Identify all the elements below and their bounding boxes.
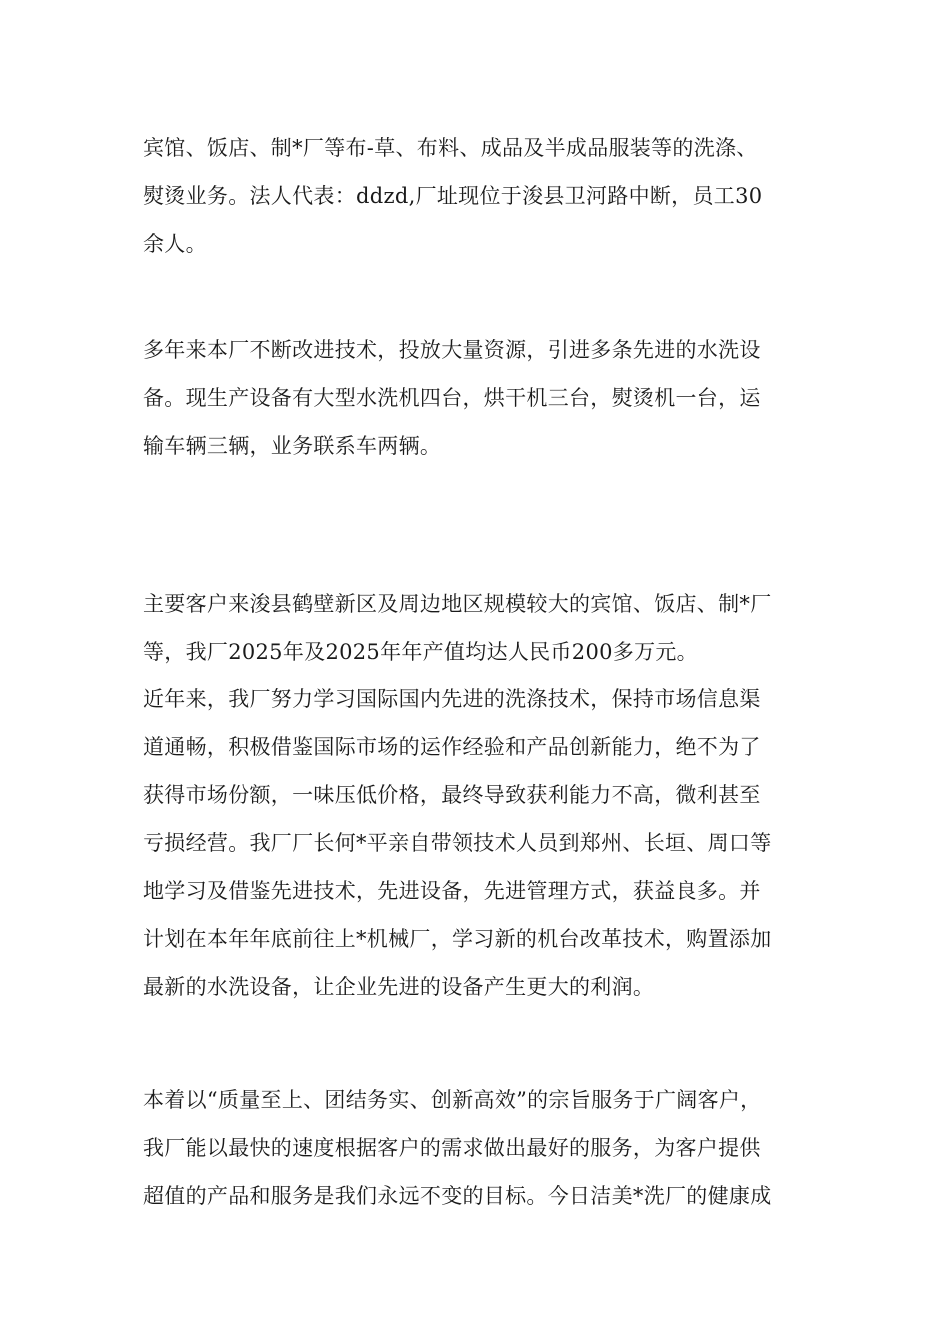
text-line: 宾馆、饭店、制*厂等布-草、布料、成品及半成品服装等的洗涤、: [143, 136, 758, 160]
text-line: 近年来，我厂努力学习国际国内先进的洗涤技术，保持市场信息渠: [143, 687, 761, 711]
paragraph-equipment: [143, 326, 823, 470]
text-line: 余人。: [143, 232, 207, 256]
text-line: 我厂能以最快的速度根据客户的需求做出最好的服务，为客户提供: [143, 1136, 761, 1160]
text-line: 多年来本厂不断改进技术，投放大量资源，引进多条先进的水洗设: [143, 338, 761, 362]
text-line: 超值的产品和服务是我们永远不变的目标。今日洁美*洗厂的健康成: [143, 1184, 772, 1208]
text-line: 等，我厂2025年及2025年年产值均达人民币200多万元。: [143, 640, 698, 664]
text-line: 主要客户来浚县鹤壁新区及周边地区规模较大的宾馆、饭店、制*厂: [143, 592, 772, 616]
text-line: 输车辆三辆，业务联系车两辆。: [143, 434, 442, 458]
text-line: 最新的水洗设备，让企业先进的设备产生更大的利润。: [143, 975, 655, 999]
text-line: 道通畅，积极借鉴国际市场的运作经验和产品创新能力，绝不为了: [143, 735, 761, 759]
paragraph-development: [143, 675, 823, 1011]
text-line: 计划在本年年底前往上*机械厂，学习新的机台改革技术，购置添加: [143, 927, 772, 951]
text-line: 本着以“质量至上、团结务实、创新高效”的宗旨服务于广阔客户，: [143, 1088, 762, 1112]
paragraph-business-scope: [143, 124, 823, 268]
text-line: 获得市场份额，一味压低价格，最终导致获利能力不高，微利甚至: [143, 783, 761, 807]
paragraph-customers: [143, 580, 823, 676]
text-line: 亏损经营。我厂厂长何*平亲自带领技术人员到郑州、长垣、周口等: [143, 831, 772, 855]
text-line: 熨烫业务。法人代表：ddzd,厂址现位于浚县卫河路中断，员工30: [143, 184, 763, 208]
text-line: 备。现生产设备有大型水洗机四台，烘干机三台，熨烫机一台，运: [143, 386, 761, 410]
text-line: 地学习及借鉴先进技术，先进设备，先进管理方式，获益良多。并: [143, 879, 761, 903]
paragraph-mission: [143, 1076, 823, 1220]
